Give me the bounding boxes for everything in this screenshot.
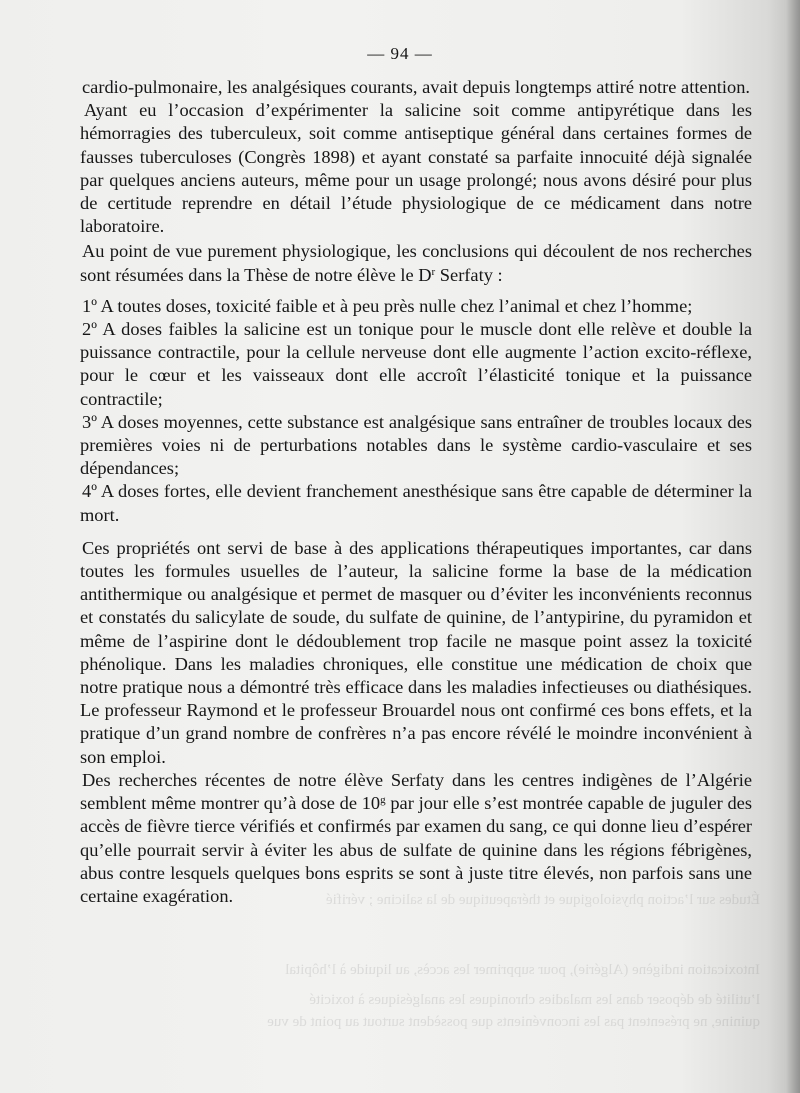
paragraph <box>80 99 752 238</box>
paragraph: cardio-pulmonaire, les analgésiques courants, avait depuis longtemps attiré notre attention. <box>82 77 750 97</box>
paragraph-text: Au point de vue purement physiologique, les conclusions qui découlent de nos recherches sont résumées dans la Thèse de notre élève le D <box>80 241 752 285</box>
paragraph-text: Des recherches récentes de notre élève Serfaty dans les centres indigènes de l’Algérie semblent même montrer qu’à dose de 10 <box>80 769 752 814</box>
paragraph: Ces propriétés ont servi de base à des applications thérapeutiques importantes, car dans toutes les formules usuelles de l’auteur, la salicine forme la base de la médication antithermique ou analgésique et permet de masquer ou d’éviter les inconvénients reconnus et constatés du salicylate de soude, du sulfate de quinine, de l’antypirine, du pyramidon et même de l’aspirine dont le dédoublement trop facile ne masque point assez la toxicité phénolique. Dans les maladies chroniques, elle constitue une médication de choix que notre pratique nous a démontré très efficace dans les maladies infectieuses ou diathésiques. Le professeur Raymond et le professeur Brouardel nous ont confirmé ces bons effets, et la pratique d’un grand nombre de confrères n’a pas encore révélé le moindre inconvénient à son emploi. <box>80 537 752 767</box>
show-through-text: l’utilité de déposer dans les maladies chroniques les analgésiques à toxicité <box>309 992 760 1008</box>
paragraph-text: par jour elle s’est montrée capable de juguler des accès de fièvre tierce vérifiés et confirmés par examen du sang, ce qui donne lieu d’espérer qu’elle pourrait servir à éviter les abus de sulfate de quinine dans les régions fébrigènes, abus contre lesquels quelques bons esprits se sont à juste titre élevés, non parfois sans une certaine exagération. <box>80 793 752 906</box>
paragraph-text: Serfaty : <box>439 264 503 285</box>
show-through-text: Intoxication indigène (Algérie), pour supprimer les accès, au liquide à l’hôpital <box>285 962 760 978</box>
page-edge-shadow <box>786 0 800 1093</box>
superscript: r <box>431 265 436 278</box>
superscript: g <box>380 794 386 807</box>
show-through-text: Études sur l’action physiologique et thérapeutique de la salicine ; vérifié <box>325 892 760 908</box>
list-item: 4º A doses fortes, elle devient franchement anesthésique sans être capable de déterminer la mort. <box>80 481 752 525</box>
paragraph-text: Ayant eu l’occasion d’expérimenter la salicine soit comme antipyrétique dans les hémorragies des tuberculeux, soit comme antiseptique général dans certaines formes de fausses tuberculoses (Congrès 1898) et ayant constaté sa parfaite innocuité déjà signalée par quelques anciens auteurs, même pour un usage prolongé; nous avons désiré pour plus de certitude reprendre en détail l’étude physiologique de ce médicament dans notre laboratoire. <box>80 100 752 237</box>
paragraph <box>80 769 752 908</box>
paragraph <box>80 240 752 286</box>
list-item: 2º A doses faibles la salicine est un tonique pour le muscle dont elle relève et double la puissance contractile, pour la cellule nerveuse dont elle augmente l’action excito-réflexe, pour le cœur et les vaisseaux dont elle accroît l’élasticité tonique et la puissance contractile; <box>80 319 752 409</box>
list-item: 1º A toutes doses, toxicité faible et à peu près nulle chez l’animal et chez l’homme; <box>82 295 693 316</box>
list-item: 3º A doses moyennes, cette substance est analgésique sans entraîner de troubles locaux des premières voies ni de perturbations notables dans le système cardio-vasculaire et ses dépendances; <box>80 411 752 479</box>
page-number: — 94 — <box>367 44 433 63</box>
body-text <box>80 76 752 908</box>
show-through-text: quinine, ne présentent pas les inconvénients que possèdent surtout au point de vue <box>267 1014 760 1030</box>
